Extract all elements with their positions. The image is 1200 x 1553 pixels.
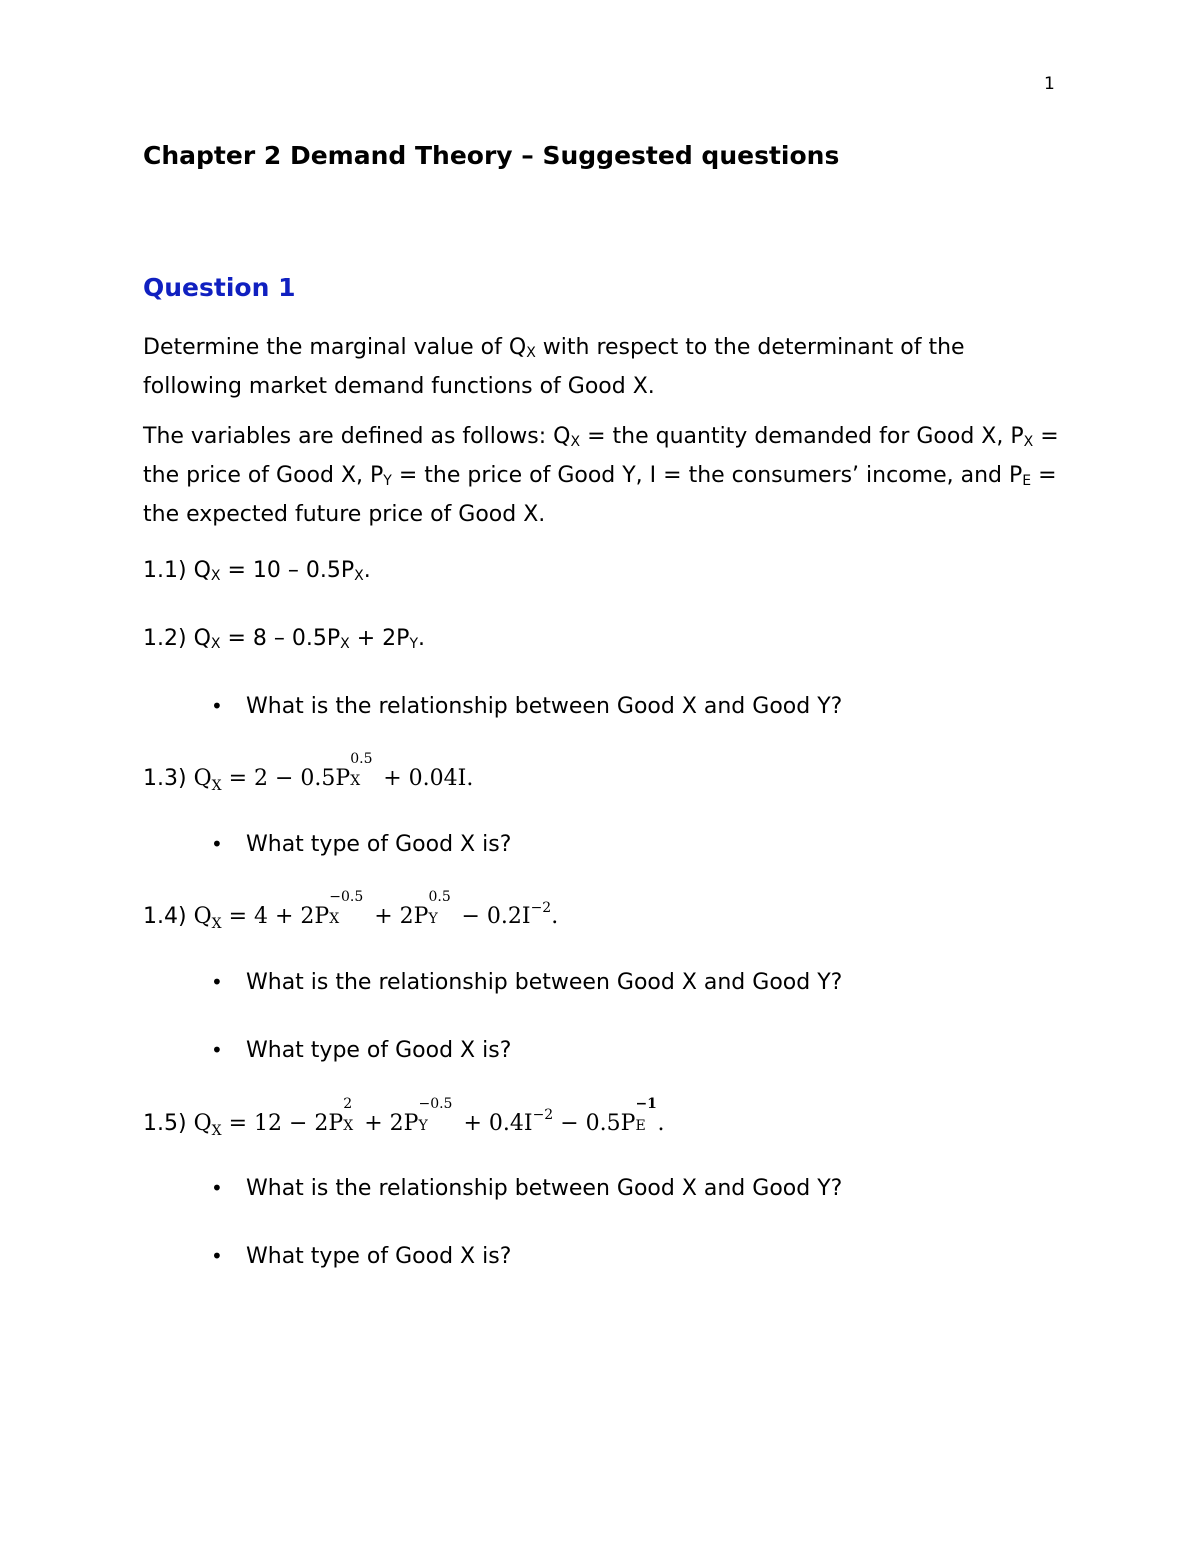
bullet-dot: • [211,1038,223,1062]
bullet-relationship-2: • What is the relationship between Good X and Good Y? [211,970,843,995]
bullet-type-1: • What type of Good X is? [211,832,512,857]
bullet-dot: • [211,694,223,718]
equation-1-5: 1.5) $Q_X = 12 - 2P$ 2 X + 2P −0.5 Y + $0.4I^{-2} - 0.5P$ −1 E . [143,1096,665,1139]
bullet-dot: • [211,1244,223,1268]
page-number: 1 [1044,74,1055,94]
bullet-dot: • [211,832,223,856]
page-title: Chapter 2 Demand Theory – Suggested questions [143,141,840,170]
bullet-type-3: • What type of Good X is? [211,1244,512,1269]
bullet-type-2: • What type of Good X is? [211,1038,512,1063]
bullet-relationship-3: • What is the relationship between Good X and Good Y? [211,1176,843,1201]
equation-1-4: 1.4) $Q_X = 4 + 2P$ −0.5 X + 2P 0.5 Y − $0.2I^{-2}$. [143,889,559,932]
bullet-relationship-1: • What is the relationship between Good X and Good Y? [211,694,843,719]
question-heading: Question 1 [143,273,296,302]
bullet-dot: • [211,1176,223,1200]
intro-paragraph-1: Determine the marginal value of $Q_X$ with respect to the determinant of the following market demand functions of Good X. [143,335,965,399]
equation-1-2: 1.2) $Q_X = 8 - 0.5P_X + 2P_Y$. [143,626,426,652]
bullet-dot: • [211,970,223,994]
equation-1-1: 1.1) $Q_X = 10 - 0.5P_X$. [143,558,371,584]
equation-1-3: 1.3) $Q_X = 2 - 0.5P$ 0.5 X + 0.04I. [143,751,474,794]
intro-paragraph-2: The variables are defined as follows: $Q_X$ = the quantity demanded for Good X, $P_X$ = the price of Good X, $P_Y$ = the price of Good Y, I = the consumers’ income, and $P_E$ = the expected future price of Good X. [143,424,1059,527]
